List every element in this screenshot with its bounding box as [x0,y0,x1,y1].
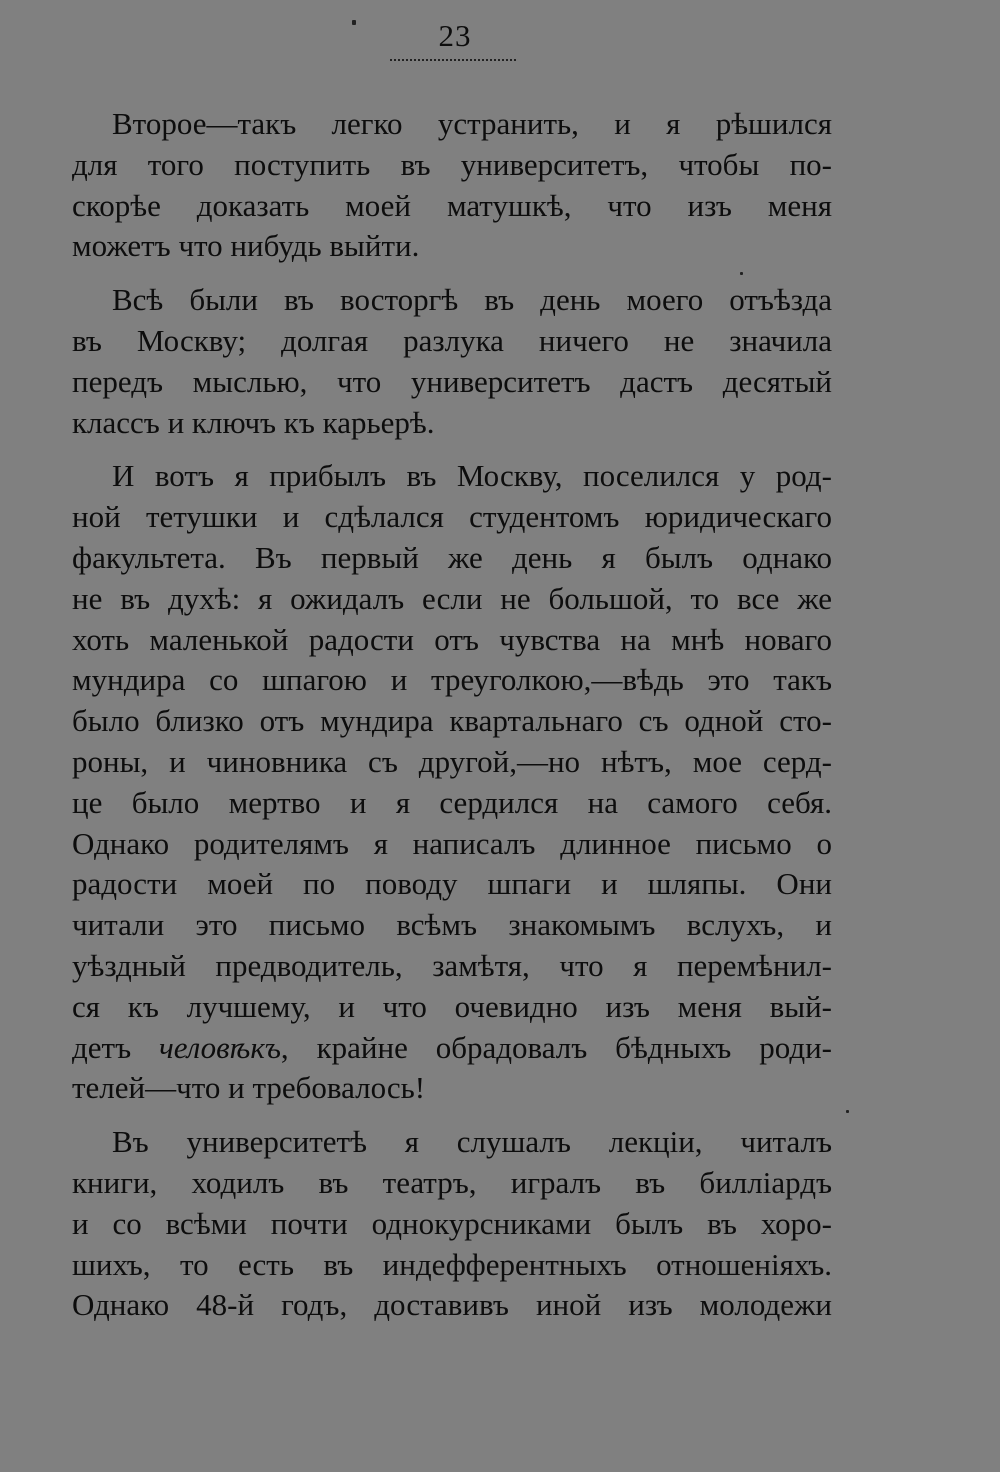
text-line-with-italic [72,1028,832,1069]
text-line: Второе—такъ легко устранить, и я рѣшился [112,106,832,141]
text-line: передъ мыслью, что университетъ дастъ десятый [72,363,832,399]
text-line: шихъ, то есть въ индефферентныхъ отношеніяхъ. [72,1246,832,1282]
text-run: детъ [72,1029,160,1065]
text-line: И вотъ я прибылъ въ Москву, поселился у род- [112,458,832,494]
text-line: не въ духѣ: я ожидалъ если не большой, то все же [72,580,832,616]
header-rule [390,59,516,61]
text-line: факультета. Въ первый же день я былъ однако [72,539,832,575]
ink-speck [846,1110,849,1113]
text-line: читали это письмо всѣмъ знакомымъ вслухъ, и [72,907,832,943]
text-line: Однако родителямъ я написалъ длинное письмо о [72,825,832,861]
paragraph-gap [72,1109,832,1122]
body-text [72,104,832,1326]
page-number: 23 [438,18,472,53]
text-line: мундира со шпагою и треуголкою,—вѣдь это такъ [72,662,832,698]
text-line: въ Москву; долгая разлука ничего не значила [72,322,832,358]
text-line: це было мертво и я сердился на самого себя. [72,784,832,820]
text-line: можетъ что нибудь выйти. [72,228,420,264]
italic-word: человѣкъ [159,1029,281,1065]
text-line: радости моей по поводу шпаги и шляпы. Они [72,866,832,902]
paragraph-gap [72,443,832,456]
text-line: Однако 48-й годъ, доставивъ иной изъ молодежи [72,1287,832,1323]
paragraph-gap [72,267,832,280]
text-line: для того поступить въ университетъ, чтобы по- [72,146,832,182]
ink-speck [352,20,356,25]
text-line: классъ и ключъ къ карьерѣ. [72,404,435,440]
text-line: скорѣе доказать моей матушкѣ, что изъ меня [72,187,832,223]
text-line: Въ университетѣ я слушалъ лекціи, читалъ [112,1124,832,1160]
text-line: ся къ лучшему, и что очевидно изъ меня вый- [72,988,832,1024]
text-line: Всѣ были въ восторгѣ въ день моего отъѣзда [112,282,832,318]
text-run: , крайне обрадовалъ бѣдныхъ роди- [280,1029,833,1065]
text-line: и со всѣми почти однокурсниками былъ въ хоро- [72,1205,832,1241]
text-line: телей—что и требовалось! [72,1070,426,1106]
text-line: хоть маленькой радости отъ чувства на мнѣ новаго [72,621,832,657]
text-line: книги, ходилъ въ театръ, игралъ въ билліардъ [72,1164,832,1200]
text-line: ной тетушки и сдѣлался студентомъ юридическаго [72,499,832,535]
text-line: было близко отъ мундира квартальнаго съ одной сто- [72,703,832,739]
text-line: роны, и чиновника съ другой,—но нѣтъ, мое серд- [72,743,832,779]
text-line: уѣздный предводитель, замѣтя, что я перемѣнил- [72,947,832,983]
